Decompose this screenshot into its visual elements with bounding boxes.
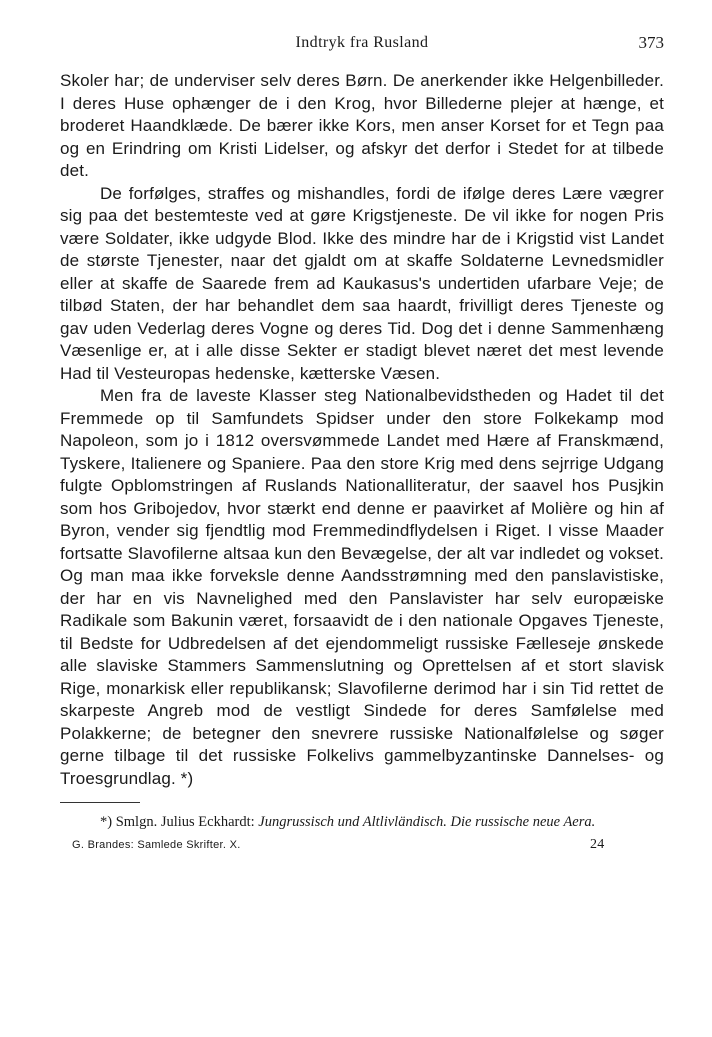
paragraph-3: Men fra de laveste Klasser steg Nationalbevidstheden og Hadet til det Fremmede op til Samfundets Spidser under den store Folkekamp mod Napoleon, som jo i 1812 oversvømmede Landet med Hære af Franskmænd, Tyskere, Italienere og Spaniere. Paa den store Krig med dens sejrrige Udgang fulgte Opblomstringen af Ruslands Nationalliteratur, der saavel hos Pusjkin som hos Gribojedov, hvor stærkt end denne er paavirket af Molière og hin af Byron, vender sig fjendtlig mod Fremmedindflydelsen i Riget. I visse Maader fortsatte Slavofilerne altsaa kun den Bevægelse, der alt var indledet og vokset. Og man maa ikke forveksle denne Aandsstrømning med den panslavistiske, der har en vis Navnelighed med den Panslavister har selv europæiske Radikale som Bakunin været, forsaavidt de i den nationale Opgaves Tjeneste, til Bedste for Udbredelsen af det ejendommeligt russiske Fælleseje ønskede alle slaviske Stammers Sammenslutning og Oprettelsen af et stort slavisk Rige, monarkisk eller republikansk; Slavofilerne derimod har i sin Tid rettet de skarpeste Angreb mod de vestligt Sindede for deres Samfølelse med Polakkerne; de betegner den snevrere russiske Nationalfølelse og søger gerne tilbage til det russiske Folkelivs gammelbyzantinske Dannelses- og Troesgrundlag. *): [60, 386, 664, 788]
footnote: [60, 813, 664, 831]
paragraph-2: De forfølges, straffes og mishandles, fordi de ifølge deres Lære vægrer sig paa det bestemteste ved at gøre Krigstjeneste. De vil ikke for nogen Pris være Soldater, ikke udgyde Blod. Ikke des mindre har de i Krigstid vist Landet de største Tjenester, naar det gjaldt om at skaffe Soldaterne Levnedsmidler eller at skaffe de Saarede frem ad Kaukasus's undertiden ufarbare Veje; de tilbød Staten, der har behandlet dem saa haardt, frivilligt deres Tjeneste og gav uden Vederlag deres Vogne og deres Tid. Dog det i denne Sammenhæng Væsenlige er, at i alle disse Sekter er stadigt blevet næret det mest levende Had til Vesteuropas hedenske, kætterske Væsen.: [60, 183, 664, 383]
paragraph-1: Skoler har; de underviser selv deres Børn. De anerkender ikke Helgenbilleder. I deres Huse ophænger de i den Krog, hvor Billederne plejer at hænge, et broderet Haandklæde. De bærer ikke Kors, men anser Korset for et Tegn paa og en Erindring om Kristi Lidelser, og afskyr det derfor i Stedet for at tilbede det.: [60, 71, 664, 180]
document-page: [60, 30, 664, 855]
body-text: [60, 70, 664, 790]
page-number: 373: [638, 33, 664, 52]
footnote-divider: [60, 802, 140, 803]
sheet-number: 24: [590, 837, 605, 852]
signature-line: [60, 837, 664, 855]
printer-signature: G. Brandes: Samlede Skrifter. X.: [72, 839, 241, 851]
footnote-prefix: *) Smlgn. Julius Eckhardt:: [100, 814, 259, 830]
footnote-title: Jungrussisch und Altlivländisch. Die russische neue Aera.: [258, 814, 596, 830]
running-title: Indtryk fra Rusland: [295, 34, 429, 51]
running-header: [60, 30, 664, 60]
